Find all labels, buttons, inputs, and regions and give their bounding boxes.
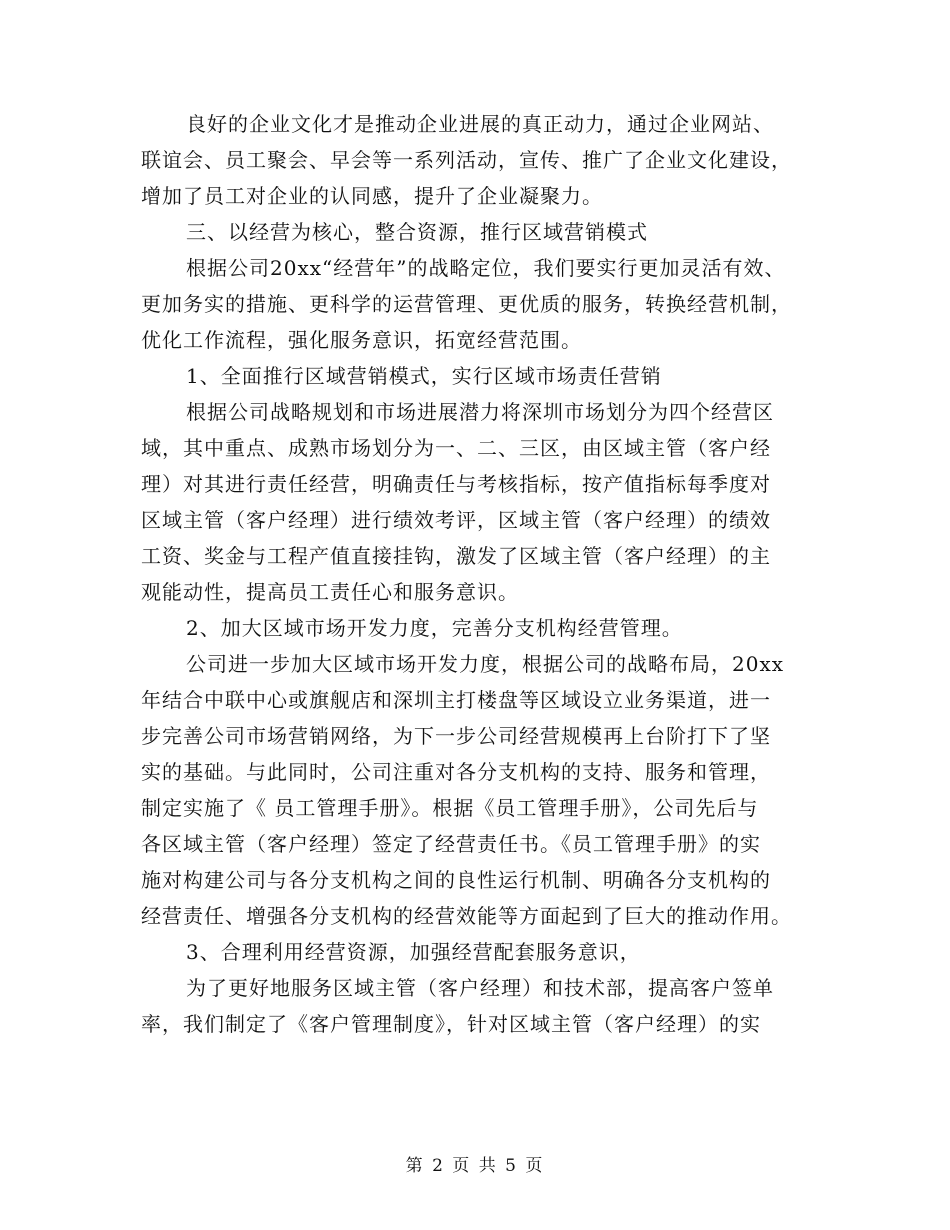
paragraph-line: 为了更好地服务区域主管（客户经理）和技术部，提高客户签单: [186, 976, 774, 1000]
paragraph-line: 更加务实的措施、更科学的运营管理、更优质的服务，转换经营机制，: [141, 292, 792, 316]
paragraph-line: 观能动性，提高员工责任心和服务意识。: [141, 580, 519, 604]
paragraph-line: 增加了员工对企业的认同感，提升了企业凝聚力。: [141, 184, 603, 208]
paragraph-line: 经营责任、增强各分支机构的经营效能等方面起到了巨大的推动作用。: [141, 904, 792, 928]
page-number-footer: 第 2 页 共 5 页: [405, 1156, 545, 1176]
paragraph-line: 根据公司20xx“经营年”的战略定位，我们要实行更加灵活有效、: [186, 256, 786, 280]
paragraph-line: 工资、奖金与工程产值直接挂钩，激发了区域主管（客户经理）的主: [141, 544, 771, 568]
paragraph-line: 步完善公司市场营销网络，为下一步公司经营规模再上台阶打下了坚: [141, 724, 771, 748]
paragraph-line: 良好的企业文化才是推动企业进展的真正动力，通过企业网站、: [186, 112, 774, 136]
paragraph-line: 区域主管（客户经理）进行绩效考评，区域主管（客户经理）的绩效: [141, 508, 771, 532]
paragraph-line: 根据公司战略规划和市场进展潜力将深圳市场划分为四个经营区: [186, 400, 774, 424]
paragraph-line: 公司进一步加大区域市场开发力度，根据公司的战略布局，20xx: [186, 652, 785, 676]
paragraph-line: 各区域主管（客户经理）签定了经营责任书。《员工管理手册》的实: [141, 832, 761, 856]
paragraph-line: 域，其中重点、成熟市场划分为一、二、三区，由区域主管（客户经: [141, 436, 771, 460]
paragraph-line: 优化工作流程，强化服务意识，拓宽经营范围。: [141, 328, 582, 352]
paragraph-line: 联谊会、员工聚会、早会等一系列活动，宣传、推广了企业文化建设，: [141, 148, 792, 172]
paragraph-line: 实的基础。与此同时，公司注重对各分支机构的支持、服务和管理，: [141, 760, 771, 784]
paragraph-line: 理）对其进行责任经营，明确责任与考核指标，按产值指标每季度对: [141, 472, 771, 496]
paragraph-line: 制定实施了《 员工管理手册》。根据《员工管理手册》，公司先后与: [141, 796, 759, 820]
document-body: [141, 106, 811, 1042]
paragraph-line: 年结合中联中心或旗舰店和深圳主打楼盘等区域设立业务渠道，进一: [141, 688, 771, 712]
paragraph-line: 率，我们制定了《客户管理制度》，针对区域主管（客户经理）的实: [141, 1012, 761, 1036]
section-heading: 三、以经营为核心，整合资源，推行区域营销模式: [186, 220, 648, 244]
paragraph-line: 施对构建公司与各分支机构之间的良性运行机制、明确各分支机构的: [141, 868, 771, 892]
subsection-heading: 2、加大区域市场开发力度，完善分支机构经营管理。: [186, 616, 683, 640]
subsection-heading: 3、合理利用经营资源，加强经营配套服务意识，: [186, 940, 641, 964]
subsection-heading: 1、全面推行区域营销模式，实行区域市场责任营销: [186, 364, 662, 388]
